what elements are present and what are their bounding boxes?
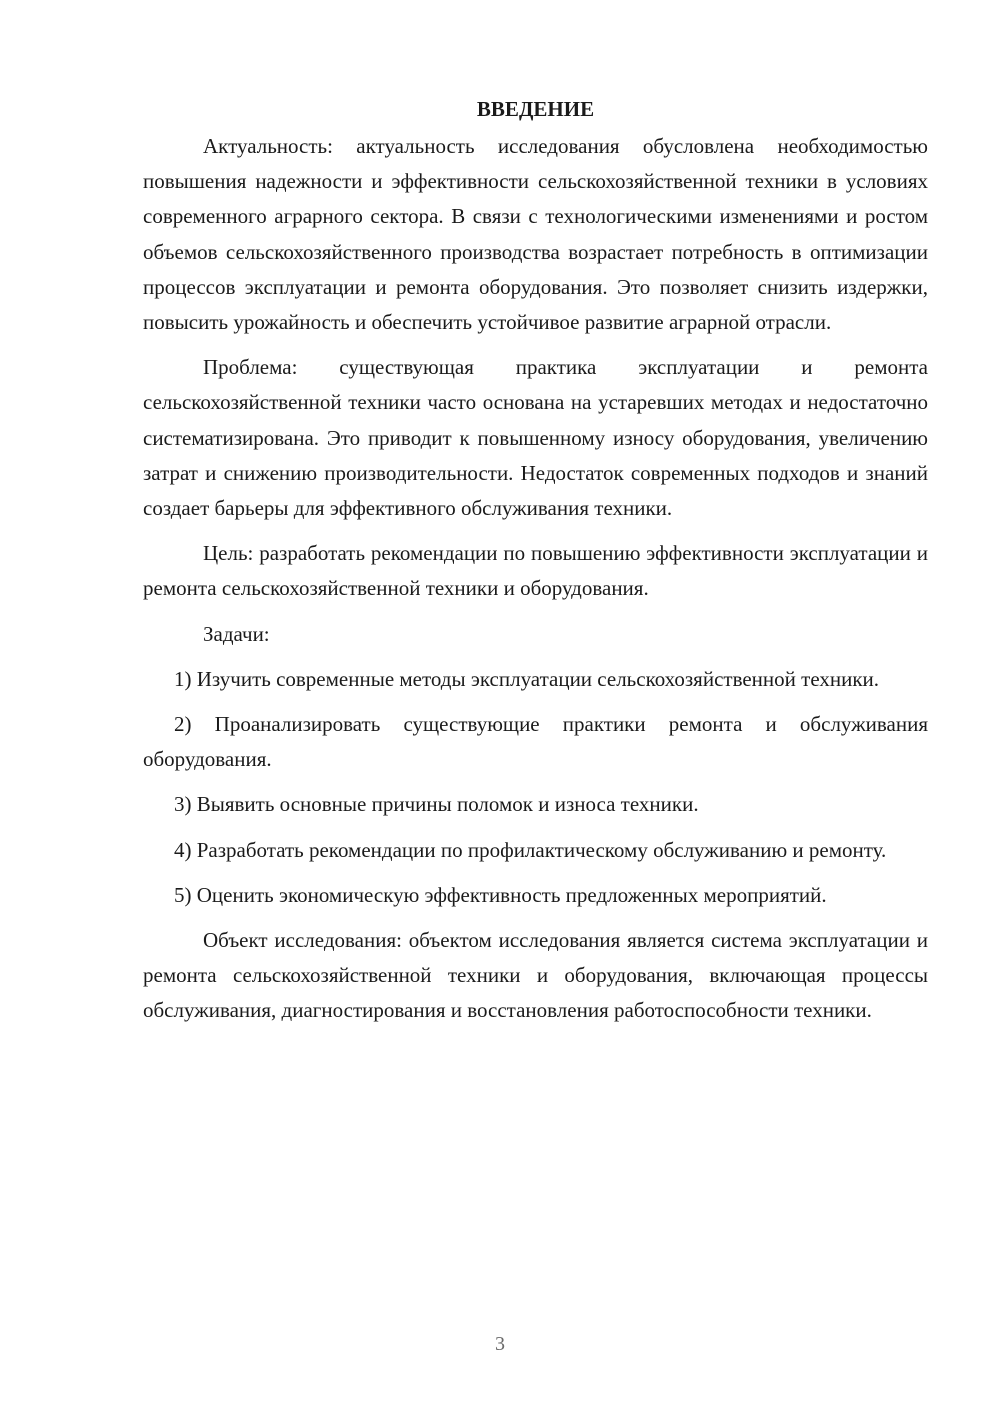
document-page	[143, 92, 928, 1029]
tasks-heading: Задачи:	[203, 621, 270, 646]
relevance-paragraph: Актуальность: актуальность исследования обусловлена необходимостью повышения надежности и эффективности сельскохозяйственной техники в условиях современного аграрного сектора. В связи с технологическими изменениями и ростом объемов сельскохозяйственного производства возрастает потребность в оптимизации процессов эксплуатации и ремонта оборудования. Это позволяет снизить издержки, повысить урожайность и обеспечить устойчивое развитие аграрной отрасли.	[143, 134, 928, 335]
task-item-3: 3) Выявить основные причины поломок и износа техники.	[174, 792, 699, 817]
object-paragraph: Объект исследования: объектом исследования является система эксплуатации и ремонта сельскохозяйственной техники и оборудования, включающая процессы обслуживания, диагностирования и восстановления работоспособности техники.	[143, 928, 928, 1023]
problem-paragraph: Проблема: существующая практика эксплуатации и ремонта сельскохозяйственной техники часто основана на устаревших методах и недостаточно систематизирована. Это приводит к повышенному износу оборудования, увеличению затрат и снижению производительности. Недостаток современных подходов и знаний создает барьеры для эффективного обслуживания техники.	[143, 355, 928, 521]
task-item-2: 2) Проанализировать существующие практики ремонта и обслуживания оборудования.	[143, 712, 928, 772]
document-title: ВВЕДЕНИЕ	[476, 97, 595, 121]
task-item-5: 5) Оценить экономическую эффективность предложенных мероприятий.	[174, 882, 827, 907]
task-item-1: 1) Изучить современные методы эксплуатации сельскохозяйственной техники.	[174, 666, 880, 691]
goal-paragraph: Цель: разработать рекомендации по повышению эффективности эксплуатации и ремонта сельскохозяйственной техники и оборудования.	[143, 541, 928, 601]
task-item-4: 4) Разработать рекомендации по профилактическому обслуживанию и ремонту.	[174, 837, 887, 862]
page-number: 3	[495, 1333, 505, 1355]
